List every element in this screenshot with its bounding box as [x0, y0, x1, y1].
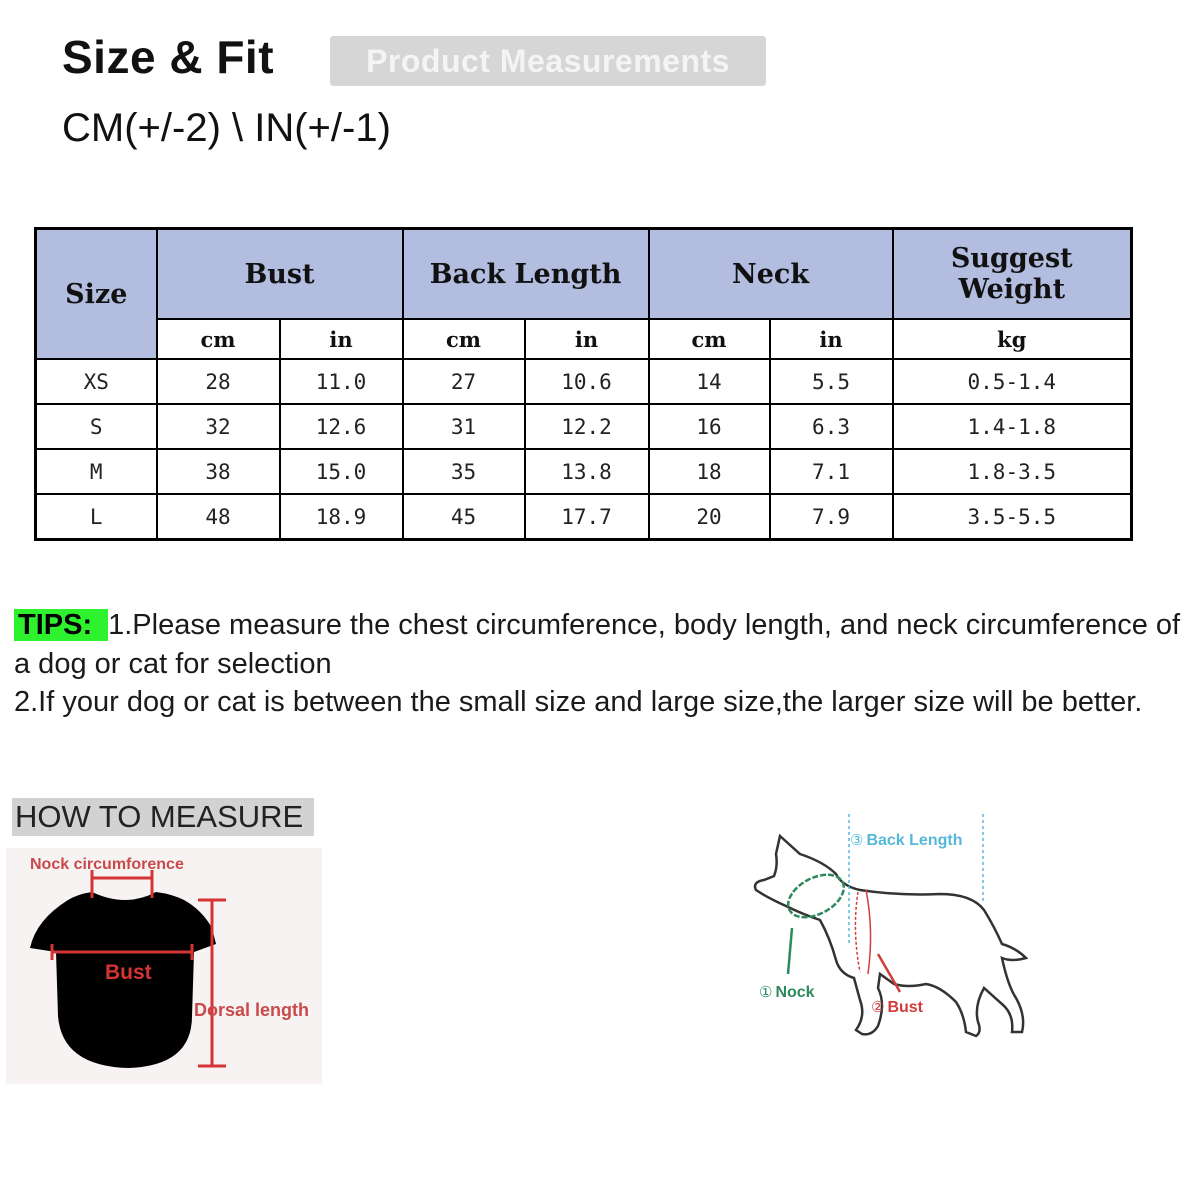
back-cm-cell: 27 — [403, 359, 525, 404]
shirt-measure-diagram — [6, 848, 322, 1084]
dorsal-length-label: Dorsal length — [194, 1000, 310, 1020]
page-title: Size & Fit — [62, 31, 275, 83]
size-cell: L — [36, 494, 157, 540]
back-length-number: ③ — [850, 832, 864, 849]
neck-circumference-label: Nock circumforence — [30, 856, 184, 873]
neck-cm-cell: 16 — [649, 404, 770, 449]
weight-cell: 3.5-5.5 — [893, 494, 1132, 540]
neck-cm-cell: 18 — [649, 449, 770, 494]
size-chart-table — [34, 227, 1133, 541]
neck-in-cell: 5.5 — [770, 359, 893, 404]
bust-cm-cell: 48 — [157, 494, 280, 540]
bust-in-cell: 18.9 — [280, 494, 403, 540]
table-row — [36, 359, 1132, 404]
size-column-header: Size — [36, 229, 157, 360]
back-cm-cell: 45 — [403, 494, 525, 540]
neck-in-cell: 7.9 — [770, 494, 893, 540]
back-length-text: Back Length — [866, 832, 963, 849]
unit-header: cm — [157, 319, 280, 359]
unit-header: kg — [893, 319, 1132, 359]
dog-bust-label — [871, 998, 923, 1017]
neck-label — [759, 983, 815, 1002]
back-cm-cell: 35 — [403, 449, 525, 494]
bust-number: ② — [871, 999, 885, 1016]
neck-cm-cell: 14 — [649, 359, 770, 404]
dog-measure-diagram — [740, 810, 1040, 1050]
shirt-illustration — [6, 848, 322, 1084]
unit-header: in — [525, 319, 649, 359]
unit-header: cm — [649, 319, 770, 359]
tips-line-1 — [14, 606, 1189, 683]
back-in-cell: 13.8 — [525, 449, 649, 494]
bust-in-cell: 15.0 — [280, 449, 403, 494]
unit-header: in — [280, 319, 403, 359]
weight-cell: 1.4-1.8 — [893, 404, 1132, 449]
bust-in-cell: 11.0 — [280, 359, 403, 404]
bust-text: Bust — [887, 999, 924, 1016]
weight-cell: 0.5-1.4 — [893, 359, 1132, 404]
neck-cm-cell: 20 — [649, 494, 770, 540]
unit-header: in — [770, 319, 893, 359]
bust-label: Bust — [105, 961, 152, 984]
table-unit-header-row — [36, 319, 1132, 359]
neck-group-header: Neck — [649, 229, 893, 320]
bust-cm-cell: 28 — [157, 359, 280, 404]
table-row — [36, 494, 1132, 540]
how-to-measure-heading: HOW TO MEASURE — [12, 798, 314, 836]
table-row — [36, 449, 1132, 494]
back-in-cell: 10.6 — [525, 359, 649, 404]
tolerance-note: CM(+/-2) \ IN(+/-1) — [62, 106, 391, 150]
tips-section — [14, 606, 1189, 722]
back-in-cell: 12.2 — [525, 404, 649, 449]
tips-text-1: 1.Please measure the chest circumference, body length, and neck circumference of a dog or cat for selection — [14, 609, 1181, 680]
tips-text-2: 2.If your dog or cat is between the small size and large size,the larger size will be better. — [14, 686, 1143, 718]
bust-cm-cell: 32 — [157, 404, 280, 449]
weight-cell: 1.8-3.5 — [893, 449, 1132, 494]
back-length-group-header: Back Length — [403, 229, 649, 320]
back-cm-cell: 31 — [403, 404, 525, 449]
size-cell: XS — [36, 359, 157, 404]
bust-group-header: Bust — [157, 229, 403, 320]
size-cell: S — [36, 404, 157, 449]
bust-in-cell: 12.6 — [280, 404, 403, 449]
tips-label: TIPS: — [14, 609, 108, 641]
neck-in-cell: 7.1 — [770, 449, 893, 494]
neck-text: Nock — [775, 984, 815, 1001]
neck-number: ① — [759, 984, 773, 1001]
table-row — [36, 404, 1132, 449]
product-measurements-badge: Product Measurements — [330, 36, 766, 86]
neck-in-cell: 6.3 — [770, 404, 893, 449]
unit-header: cm — [403, 319, 525, 359]
suggest-weight-group-header: Suggest Weight — [893, 229, 1132, 320]
table-group-header-row — [36, 229, 1132, 320]
back-in-cell: 17.7 — [525, 494, 649, 540]
back-length-label — [850, 831, 962, 850]
size-cell: M — [36, 449, 157, 494]
bust-cm-cell: 38 — [157, 449, 280, 494]
